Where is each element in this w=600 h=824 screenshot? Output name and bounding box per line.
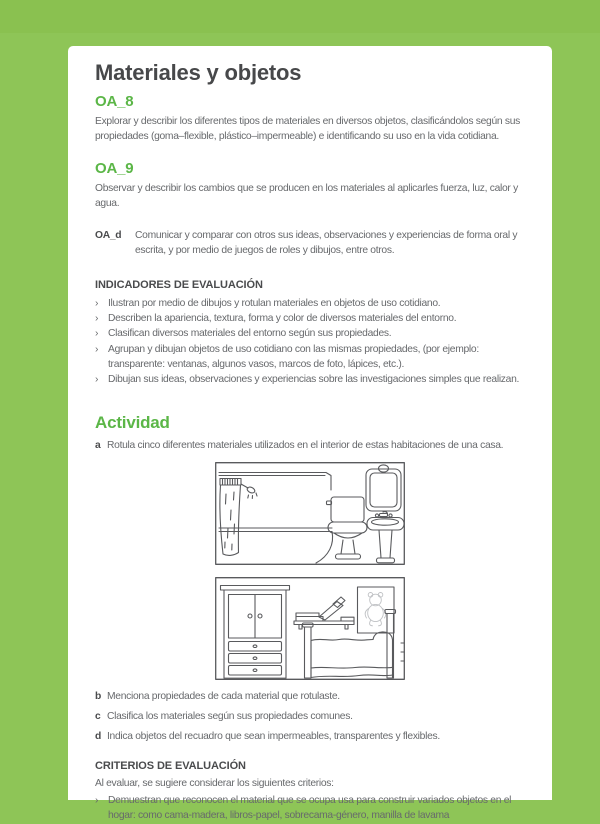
- oa8-paragraph: Explorar y describir los diferentes tipos de materiales en diversos objetos, clasificándolos según sus propiedades (goma–flexible, plástico–impermeable) e identificando su uso en la vida cotidiana.: [95, 116, 520, 143]
- actividad-item-b: [95, 689, 525, 704]
- item-letter: c: [95, 711, 101, 723]
- bathroom-illustration: [215, 462, 405, 565]
- bullet-marker: ›: [95, 297, 99, 309]
- oad-row: [95, 228, 525, 259]
- green-margin-top-band: [0, 0, 600, 33]
- list-item-text: Demuestran que reconocen el material que se ocupa usa para construir variados objetos en el hogar: como cama-madera, libros-papel, sobrecama-género, manilla de lavama: [108, 795, 512, 822]
- bedroom-drawing-svg: [215, 577, 405, 680]
- list-item: [95, 296, 525, 311]
- list-item-text: Dibujan sus ideas, observaciones y experiencias sobre las investigaciones simples que realizan.: [108, 374, 520, 386]
- item-text: Clasifica los materiales según sus propiedades comunes.: [107, 711, 353, 723]
- list-item-text: Agrupan y dibujan objetos de uso cotidiano con las mismas propiedades, (por ejemplo: transparente: ventanas, algunos vasos, marcos de foto, lápices, etc.).: [108, 343, 479, 370]
- bathroom-drawing-svg: [215, 462, 405, 565]
- actividad-item-d: [95, 729, 525, 744]
- indicadores-heading: INDICADORES DE EVALUACIÓN: [95, 278, 263, 291]
- criterios-heading: CRITERIOS DE EVALUACIÓN: [95, 759, 246, 772]
- oa9-heading: OA_9: [95, 159, 134, 177]
- list-item: [95, 326, 525, 341]
- bullet-marker: ›: [95, 374, 99, 386]
- oad-paragraph: Comunicar y comparar con otros sus ideas, observaciones y experiencias de forma oral y escrita, y por medio de juegos de roles y dibujos, entre otros.: [135, 230, 518, 257]
- item-letter: a: [95, 439, 101, 451]
- bullet-marker: ›: [95, 328, 99, 340]
- oa8-heading: OA_8: [95, 93, 134, 110]
- list-item: [95, 342, 525, 373]
- list-item-text: Describen la apariencia, textura, forma y color de diversos materiales del entorno.: [108, 313, 457, 325]
- list-item-text: Clasifican diversos materiales del entorno según sus propiedades.: [108, 328, 392, 340]
- item-text: Indica objetos del recuadro que sean impermeables, transparentes y flexibles.: [107, 731, 440, 743]
- item-letter: b: [95, 690, 102, 702]
- list-item: [95, 372, 525, 387]
- oa9-paragraph: Observar y describir los cambios que se producen en los materiales al aplicarles fuerza, luz, calor y agua.: [95, 182, 518, 209]
- criterios-intro: Al evaluar, se sugiere considerar los siguientes criterios:: [95, 777, 334, 789]
- indicadores-list: [95, 296, 525, 388]
- actividad-item-a: [95, 438, 525, 453]
- document-page: [68, 46, 552, 822]
- bedroom-illustration: [215, 577, 405, 680]
- bullet-marker: ›: [95, 795, 99, 807]
- list-item: [95, 793, 525, 824]
- criterios-list: [95, 793, 525, 824]
- actividad-heading: Actividad: [95, 412, 170, 432]
- list-item-text: Ilustran por medio de dibujos y rotulan materiales en objetos de uso cotidiano.: [108, 297, 441, 309]
- oad-label: OA_d: [95, 230, 122, 242]
- list-item: [95, 311, 525, 326]
- page-title: Materiales y objetos: [95, 60, 302, 85]
- actividad-item-c: [95, 709, 525, 724]
- item-letter: d: [95, 731, 102, 743]
- bullet-marker: ›: [95, 313, 99, 325]
- bullet-marker: ›: [95, 343, 99, 355]
- item-text: Rotula cinco diferentes materiales utilizados en el interior de estas habitaciones de una casa.: [107, 439, 504, 451]
- item-text: Menciona propiedades de cada material que rotulaste.: [107, 690, 340, 702]
